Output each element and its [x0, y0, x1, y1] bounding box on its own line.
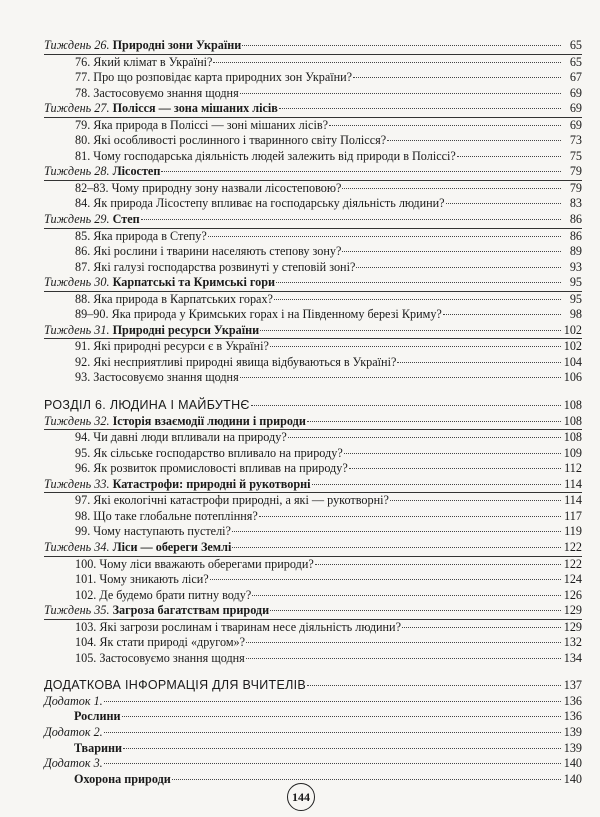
week-title: Степ: [112, 212, 140, 227]
lesson-number: 78.: [75, 85, 91, 100]
lesson-row-label: [44, 229, 207, 245]
lesson-row-page: 119: [564, 524, 582, 539]
lesson-row: [44, 86, 582, 102]
lesson-row: [44, 70, 582, 86]
week-row-label: [44, 212, 140, 228]
week-title: Природні ресурси України: [112, 322, 260, 337]
lesson-number: 102.: [75, 587, 97, 602]
lesson-row: [44, 181, 582, 197]
week-row-page: 86: [569, 212, 582, 227]
dot-leader: [104, 701, 561, 702]
lesson-title: Які загрози рослинам і тваринам несе діяльність людини?: [99, 619, 401, 634]
week-row-page: 129: [563, 603, 582, 618]
week-row-page: 79: [569, 164, 582, 179]
lesson-row: [44, 620, 582, 636]
lesson-row: [44, 244, 582, 260]
lesson-number: 96.: [75, 461, 91, 476]
lesson-number: 94.: [75, 430, 91, 445]
week-row: [44, 603, 582, 620]
dot-leader: [208, 236, 561, 237]
week-number: Тиждень 35.: [44, 603, 110, 618]
lesson-row-label: [44, 635, 245, 651]
week-number: Тиждень 31.: [44, 322, 110, 337]
extra-page: 137: [563, 678, 582, 693]
lesson-row-label: [44, 307, 442, 323]
lesson-row-label: [44, 149, 456, 165]
extra-title: ДОДАТКОВА ІНФОРМАЦІЯ ДЛЯ ВЧИТЕЛІВ: [44, 678, 307, 693]
lesson-row-page: 108: [563, 430, 582, 445]
lesson-row-label: [44, 620, 401, 636]
dot-leader: [307, 421, 561, 422]
dot-leader: [353, 77, 561, 78]
appendix-subtitle: Тварини: [74, 740, 123, 755]
lesson-row: [44, 635, 582, 651]
week-number: Тиждень 32.: [44, 413, 110, 428]
week-row-page: 69: [569, 101, 582, 116]
lesson-title: Чому наступають пустелі?: [93, 524, 231, 539]
appendix-subtitle-row: [44, 772, 582, 788]
lesson-row-label: [44, 557, 314, 573]
lesson-row-label: [44, 86, 239, 102]
lesson-row-label: [44, 572, 209, 588]
lesson-title: Чому ліси вважають оберегами природи?: [99, 556, 314, 571]
lesson-row-label: [44, 196, 445, 212]
appendix-row-page: 140: [563, 756, 582, 771]
lesson-row: [44, 339, 582, 355]
dot-leader: [279, 108, 561, 109]
week-title: Ліси — обереги Землі: [112, 539, 232, 554]
table-of-contents: [44, 38, 582, 787]
lesson-title: Чи давні люди впливали на природу?: [93, 430, 287, 445]
section-page: 108: [563, 398, 582, 413]
lesson-number: 91.: [75, 339, 91, 354]
appendix-row-page: 139: [563, 724, 582, 739]
lesson-row: [44, 260, 582, 276]
toc-part-a: [44, 38, 582, 386]
lesson-row-page: 67: [569, 70, 582, 85]
lesson-row: [44, 509, 582, 525]
appendix-subtitle: Рослини: [74, 709, 121, 724]
lesson-number: 87.: [75, 259, 91, 274]
dot-leader: [457, 156, 561, 157]
lesson-number: 100.: [75, 556, 97, 571]
week-number: Тиждень 33.: [44, 476, 110, 491]
lesson-title: Застосовуємо знання щодня: [93, 370, 239, 385]
lesson-row-label: [44, 588, 251, 604]
lesson-row-page: 93: [569, 259, 582, 274]
lesson-row: [44, 229, 582, 245]
week-row-page: 108: [563, 413, 582, 428]
dot-leader: [342, 251, 561, 252]
lesson-row-page: 86: [569, 228, 582, 243]
appendix-row-label: [44, 756, 103, 772]
appendix-label: Додаток 1.: [44, 693, 103, 708]
section-heading-row: [44, 398, 582, 414]
lesson-row: [44, 651, 582, 667]
week-row-label: [44, 603, 269, 619]
lesson-row: [44, 133, 582, 149]
appendix-subtitle-row-page: 136: [563, 709, 582, 724]
appendix-row-label: [44, 725, 103, 741]
dot-leader: [213, 62, 561, 63]
lesson-number: 81.: [75, 148, 91, 163]
lesson-row: [44, 572, 582, 588]
dot-leader: [446, 203, 561, 204]
dot-leader: [270, 346, 561, 347]
week-number: Тиждень 26.: [44, 38, 110, 52]
lesson-row-label: [44, 509, 258, 525]
week-row-page: 65: [569, 38, 582, 52]
week-row-label: [44, 38, 241, 54]
dot-leader: [349, 468, 561, 469]
appendix-label: Додаток 2.: [44, 724, 103, 739]
lesson-row-page: 73: [569, 133, 582, 148]
dot-leader: [210, 579, 561, 580]
week-title: Історія взаємодії людини і природи: [112, 413, 306, 428]
lesson-title: Яка природа в Поліссі — зоні мішаних лісів?: [93, 117, 329, 132]
dot-leader: [122, 716, 561, 717]
week-row-page: 95: [569, 275, 582, 290]
extra-heading-row: [44, 678, 582, 694]
dot-leader: [104, 732, 561, 733]
lesson-title: Про що розповідає карта природних зон України?: [93, 70, 353, 85]
lesson-number: 82–83.: [75, 180, 109, 195]
lesson-number: 98.: [75, 508, 91, 523]
dot-leader: [274, 299, 561, 300]
lesson-number: 79.: [75, 117, 91, 132]
lesson-row-label: [44, 339, 269, 355]
lesson-title: Як природа Лісостепу впливає на господарську діяльність людини?: [93, 196, 445, 211]
lesson-row-page: 122: [563, 556, 582, 571]
lesson-row-label: [44, 133, 386, 149]
lesson-row-page: 106: [563, 370, 582, 385]
dot-leader: [232, 547, 561, 548]
lesson-number: 99.: [75, 524, 91, 539]
week-row: [44, 38, 582, 55]
lesson-title: Застосовуємо знання щодня: [93, 85, 239, 100]
lesson-row-page: 112: [564, 461, 582, 476]
lesson-row: [44, 55, 582, 71]
lesson-row-page: 132: [563, 635, 582, 650]
week-row: [44, 540, 582, 557]
lesson-title: Які рослини і тварини населяють степову зону?: [93, 244, 342, 259]
lesson-title: Які екологічні катастрофи природні, а які — рукотворні?: [93, 493, 389, 508]
lesson-row-page: 129: [563, 619, 582, 634]
week-row: [44, 212, 582, 229]
lesson-row-page: 109: [563, 445, 582, 460]
dot-leader: [342, 188, 561, 189]
lesson-row: [44, 461, 582, 477]
lesson-row: [44, 355, 582, 371]
lesson-row: [44, 118, 582, 134]
week-row-label: [44, 414, 306, 430]
lesson-row: [44, 370, 582, 386]
lesson-title: Що таке глобальне потепління?: [93, 508, 258, 523]
week-row-label: [44, 477, 311, 493]
dot-leader: [141, 219, 561, 220]
appendix-subtitle: Охорона природи: [74, 771, 171, 786]
lesson-row: [44, 524, 582, 540]
week-row-label: [44, 275, 275, 291]
lesson-number: 89–90.: [75, 307, 109, 322]
lesson-row-label: [44, 118, 328, 134]
lesson-row-label: [44, 446, 343, 462]
dot-leader: [252, 595, 561, 596]
week-row-page: 122: [563, 539, 582, 554]
week-row: [44, 101, 582, 118]
lesson-title: Які несприятливі природні явища відбуваються в Україні?: [93, 354, 397, 369]
lesson-number: 97.: [75, 493, 91, 508]
lesson-title: Який клімат в Україні?: [93, 54, 213, 69]
lesson-title: Які галузі господарства розвинуті у степовій зоні?: [93, 259, 356, 274]
week-row: [44, 275, 582, 292]
dot-leader: [172, 779, 561, 780]
dot-leader: [161, 171, 561, 172]
dot-leader: [240, 93, 561, 94]
week-title: Лісостеп: [112, 164, 161, 179]
appendix-row-label: [44, 694, 103, 710]
dot-leader: [270, 610, 561, 611]
dot-leader: [312, 484, 561, 485]
week-row-page: 114: [564, 476, 582, 491]
lesson-row-page: 89: [569, 244, 582, 259]
dot-leader: [288, 437, 561, 438]
lesson-row-page: 65: [569, 54, 582, 69]
lesson-row-label: [44, 244, 341, 260]
dot-leader: [397, 362, 561, 363]
lesson-row-page: 75: [569, 148, 582, 163]
lesson-row: [44, 588, 582, 604]
dot-leader: [104, 763, 561, 764]
week-number: Тиждень 27.: [44, 101, 110, 116]
toc-part-b: [44, 414, 582, 667]
lesson-row-page: 134: [563, 650, 582, 665]
lesson-number: 105.: [75, 650, 97, 665]
lesson-number: 92.: [75, 354, 91, 369]
lesson-row-page: 69: [569, 117, 582, 132]
lesson-row: [44, 292, 582, 308]
lesson-title: Застосовуємо знання щодня: [99, 650, 245, 665]
lesson-row: [44, 196, 582, 212]
week-number: Тиждень 29.: [44, 212, 110, 227]
lesson-row-label: [44, 260, 355, 276]
lesson-title: Чому господарська діяльність людей залежить від природи в Поліссі?: [93, 148, 456, 163]
dot-leader: [246, 658, 561, 659]
dot-leader: [259, 516, 561, 517]
appendix-subtitle-row: [44, 741, 582, 757]
dot-leader: [387, 140, 561, 141]
lesson-row-page: 69: [569, 85, 582, 100]
lesson-number: 95.: [75, 445, 91, 460]
week-row-page: 102: [563, 322, 582, 337]
week-row-label: [44, 540, 231, 556]
appendix-label: Додаток 3.: [44, 756, 103, 771]
week-number: Тиждень 28.: [44, 164, 110, 179]
lesson-title: Як стати природі «другом»?: [99, 635, 246, 650]
dot-leader: [123, 748, 561, 749]
lesson-row-label: [44, 370, 239, 386]
week-row: [44, 323, 582, 340]
week-number: Тиждень 34.: [44, 539, 110, 554]
lesson-number: 86.: [75, 244, 91, 259]
dot-leader: [307, 685, 561, 686]
lesson-row: [44, 307, 582, 323]
lesson-row: [44, 149, 582, 165]
dot-leader: [260, 330, 561, 331]
appendix-row: [44, 725, 582, 741]
lesson-number: 93.: [75, 370, 91, 385]
lesson-row: [44, 430, 582, 446]
lesson-title: Які природні ресурси є в Україні?: [93, 339, 269, 354]
dot-leader: [276, 282, 561, 283]
appendix-subtitle-row: [44, 709, 582, 725]
week-row-label: [44, 164, 160, 180]
appendix-subtitle-row-label: [44, 709, 121, 725]
dot-leader: [251, 405, 561, 406]
lesson-row-label: [44, 181, 341, 197]
lesson-row-page: 124: [563, 572, 582, 587]
appendix-row: [44, 694, 582, 710]
lesson-title: Які особливості рослинного і тваринного світу Полісся?: [93, 133, 387, 148]
dot-leader: [329, 125, 561, 126]
appendix-row: [44, 756, 582, 772]
page-number: 144: [287, 783, 315, 811]
dot-leader: [402, 627, 561, 628]
week-row: [44, 477, 582, 494]
week-number: Тиждень 30.: [44, 275, 110, 290]
lesson-row: [44, 557, 582, 573]
week-row: [44, 164, 582, 181]
lesson-row-label: [44, 493, 389, 509]
lesson-title: Яка природа в Карпатських горах?: [93, 291, 273, 306]
lesson-row-label: [44, 355, 396, 371]
week-title: Природні зони України: [112, 38, 242, 52]
dot-leader: [443, 314, 561, 315]
lesson-number: 76.: [75, 54, 91, 69]
week-row: [44, 414, 582, 431]
lesson-row: [44, 493, 582, 509]
lesson-row-label: [44, 651, 245, 667]
dot-leader: [344, 453, 561, 454]
lesson-row-label: [44, 55, 212, 71]
lesson-title: Де будемо брати питну воду?: [99, 587, 252, 602]
week-title: Полісся — зона мішаних лісів: [112, 101, 278, 116]
lesson-number: 77.: [75, 70, 91, 85]
appendix-subtitle-row-label: [44, 741, 122, 757]
dot-leader: [390, 500, 561, 501]
lesson-number: 84.: [75, 196, 91, 211]
lesson-row-page: 95: [569, 291, 582, 306]
appendix-subtitle-row-label: [44, 772, 171, 788]
lesson-title: Чому зникають ліси?: [99, 572, 209, 587]
lesson-title: Як розвиток промисловості впливав на природу?: [93, 461, 348, 476]
appendix-subtitle-row-page: 139: [563, 740, 582, 755]
lesson-number: 104.: [75, 635, 97, 650]
lesson-row-page: 98: [569, 307, 582, 322]
toc-appendices: [44, 694, 582, 787]
lesson-title: Яка природа в Степу?: [93, 228, 207, 243]
dot-leader: [356, 267, 561, 268]
appendix-row-page: 136: [563, 693, 582, 708]
week-title: Загроза багатствам природи: [112, 603, 270, 618]
lesson-number: 101.: [75, 572, 97, 587]
lesson-number: 88.: [75, 291, 91, 306]
dot-leader: [240, 377, 561, 378]
week-title: Катастрофи: природні й рукотворні: [112, 476, 311, 491]
lesson-row-page: 114: [564, 493, 582, 508]
week-row-label: [44, 323, 259, 339]
lesson-row-page: 79: [569, 180, 582, 195]
lesson-row-label: [44, 524, 231, 540]
dot-leader: [246, 642, 561, 643]
lesson-row-page: 126: [563, 587, 582, 602]
week-title: Карпатські та Кримські гори: [112, 275, 276, 290]
lesson-row-label: [44, 70, 352, 86]
lesson-row-page: 117: [564, 508, 582, 523]
lesson-row-label: [44, 461, 348, 477]
lesson-row-label: [44, 430, 287, 446]
lesson-row: [44, 446, 582, 462]
lesson-title: Чому природну зону назвали лісостеповою?: [111, 180, 342, 195]
lesson-row-label: [44, 292, 273, 308]
dot-leader: [242, 45, 561, 46]
lesson-row-page: 83: [569, 196, 582, 211]
lesson-number: 103.: [75, 619, 97, 634]
dot-leader: [232, 531, 561, 532]
dot-leader: [315, 564, 561, 565]
section-title: РОЗДІЛ 6. ЛЮДИНА І МАЙБУТНЄ: [44, 398, 250, 413]
appendix-subtitle-row-page: 140: [563, 771, 582, 786]
lesson-number: 85.: [75, 228, 91, 243]
lesson-number: 80.: [75, 133, 91, 148]
week-row-label: [44, 101, 278, 117]
lesson-row-page: 104: [563, 354, 582, 369]
lesson-title: Яка природа у Кримських горах і на Південному березі Криму?: [111, 307, 442, 322]
lesson-title: Як сільське господарство впливало на природу?: [93, 445, 343, 460]
lesson-row-page: 102: [563, 339, 582, 354]
